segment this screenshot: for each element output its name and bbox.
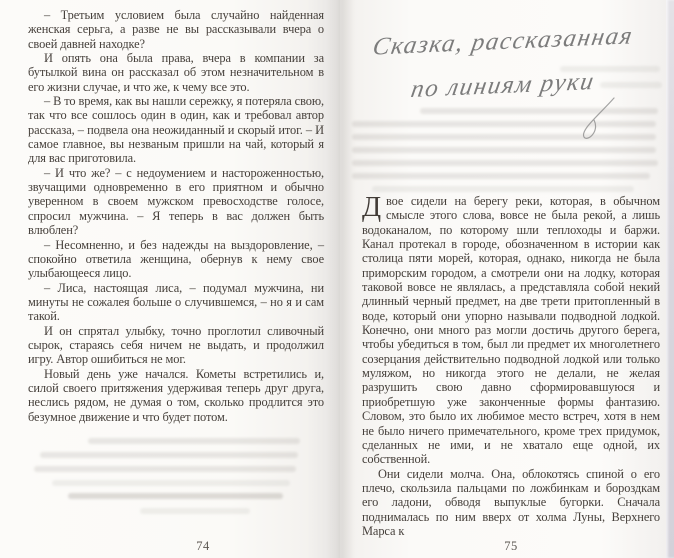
paragraph: И опять она была права, вчера в компании за бутылкой вина он рассказал об этом незначительном в его жизни случае, и что же, к чему все это. bbox=[28, 51, 324, 94]
paragraph bbox=[362, 194, 660, 467]
chapter-title-line-2: по линиям руки bbox=[409, 68, 598, 103]
paragraph: – В то время, как вы нашли сережку, я потеряла свою, так что все сошлось один в один, как и требовал автор рассказа, – подвела она неожиданный и скорый итог. – И самое главное, вы незваным пришли на чай, который я для вас приготовила. bbox=[28, 94, 324, 166]
right-page-text bbox=[362, 194, 660, 538]
bleedthrough-line bbox=[352, 147, 656, 153]
bleedthrough-line bbox=[88, 438, 300, 444]
page-number-left: 74 bbox=[196, 539, 210, 553]
left-page-text bbox=[28, 8, 324, 424]
bleedthrough-line bbox=[352, 173, 650, 179]
page-edge-strip bbox=[666, 0, 674, 558]
chapter-title-line-1: Сказка, рассказанная bbox=[370, 22, 636, 61]
bleedthrough-line bbox=[352, 160, 658, 166]
bleedthrough-line bbox=[372, 186, 634, 192]
bleedthrough-line bbox=[68, 493, 283, 499]
paragraph-text: вое сидели на берегу реки, которая, в обычном смысле этого слова, вовсе не была рекой, а лишь водоканалом, по которому шли теплоходы и баржи. Канал протекал в городе, обозначенном в истории как столица пяти морей, которая, однако, никогда не была приморским городом, а смотрели они на лодку, которая таковой вовсе не являлась, а представляла собой некий длинный черный предмет, на две трети притопленный в воде, который они упорно называли подводной лодкой. Конечно, они много раз могли достичь другого берега, чтобы убедиться в том, был ли предмет их многолетнего созерцания действительно подводной лодкой или только муляжом, но никогда этого не делали, не желая разрушить свою давно сформировавшуюся и приобретшую уже законченные формы фантазию. Словом, это было их любимое место встреч, хотя в нем не было ничего примечательного, кроме трех придумок, сделанных не ими, и не хватало еще одной, их собственной. bbox=[362, 194, 660, 467]
paragraph: И он спрятал улыбку, точно проглотил сливочный сырок, стараясь себя ничем не выдать, и продолжил игру. Автор ошибиться не мог. bbox=[28, 323, 324, 367]
page-number-right: 75 bbox=[504, 539, 518, 553]
paragraph: Они сидели молча. Она, облокотясь спиной о его плечо, скользила пальцами по ложбинкам и бороздкам его ладони, обводя выпуклые бугорки. Сначала поднималась по ним вверх от холма Луны, Верхнего Марса к bbox=[362, 466, 660, 538]
paragraph: – И что же? – с недоумением и настороженностью, звучащими одновременно в его приятном и обычно уверенном в своем мужском превосходстве голосе, спросил мужчина. – Я теперь в вас должен быть влюблен? bbox=[28, 165, 324, 238]
paragraph: – Несомненно, и без надежды на выздоровление, – спокойно ответила женщина, обернув к нему свое улыбающееся лицо. bbox=[28, 237, 324, 281]
bleedthrough-line bbox=[140, 508, 250, 514]
title-flourish-stroke bbox=[570, 96, 622, 142]
chapter-title bbox=[352, 20, 654, 108]
bleedthrough-line bbox=[40, 452, 298, 458]
paragraph: – Третьим условием была случайно найденная женская серьга, а разве не вы рассказывали вчера о своей давней находке? bbox=[28, 8, 324, 51]
paragraph: Новый день уже начался. Кометы встретились и, силой своего притяжения удерживая теперь друг друга, неслись рядом, не думая о том, сколько продлится это безумное движение и что будет потом. bbox=[28, 366, 324, 424]
drop-cap: Д bbox=[362, 192, 381, 223]
bleedthrough-line bbox=[34, 466, 296, 472]
bleedthrough-line bbox=[52, 480, 290, 486]
paragraph: – Лиса, настоящая лиса, – подумал мужчина, ни минуты не сожалея больше о случившемся, – но я и сам такой. bbox=[28, 280, 324, 324]
